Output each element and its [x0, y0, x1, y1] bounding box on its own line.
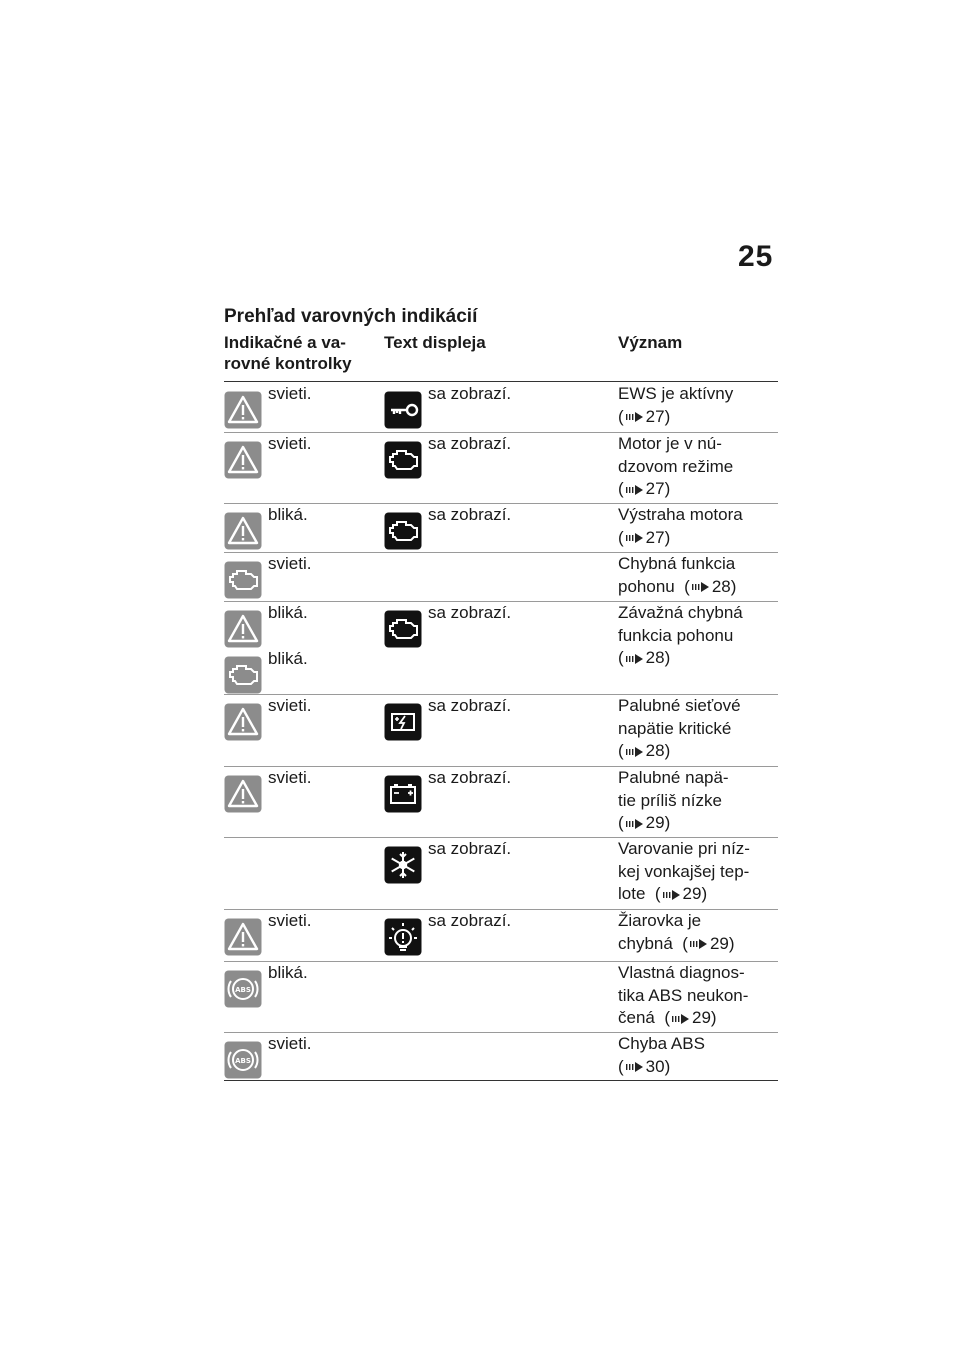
- meaning-line: [618, 790, 729, 813]
- page-ref[interactable]: 27): [645, 406, 671, 426]
- meaning-cell: [618, 767, 729, 835]
- meaning-ref-line: ( 27): [618, 406, 671, 426]
- meaning-line: lote ( 29): [618, 884, 708, 903]
- meaning-cell: [618, 433, 733, 501]
- page-ref[interactable]: 28): [711, 576, 737, 596]
- meaning-text: funkcia pohonu: [618, 625, 734, 645]
- meaning-line: [618, 838, 750, 861]
- key-icon: [384, 391, 422, 429]
- meaning-line: [618, 985, 748, 1008]
- meaning-text: čená: [618, 1008, 655, 1027]
- engine-icon: [384, 610, 422, 648]
- meaning-line: pohonu ( 28): [618, 576, 737, 596]
- warning-triangle-icon: [224, 441, 262, 479]
- lamp-state: bliká.: [268, 649, 308, 668]
- display-text: sa zobrazí.: [428, 384, 512, 403]
- page-ref-arrow-icon: [624, 653, 646, 665]
- meaning-cell: [618, 602, 743, 670]
- bulb-icon: [384, 918, 422, 956]
- meaning-ref-line: ( 27): [618, 479, 671, 498]
- meaning-cell: [618, 838, 750, 906]
- meaning-ref-line: ( 30): [618, 1056, 671, 1076]
- page-ref-arrow-icon: [624, 1061, 646, 1073]
- meaning-text: tie príliš nízke: [618, 790, 722, 810]
- page-ref[interactable]: 28): [645, 648, 671, 667]
- page-ref[interactable]: 27): [645, 479, 671, 498]
- meaning-line: [618, 504, 743, 527]
- svg-text:ABS: ABS: [235, 1057, 251, 1065]
- page-ref[interactable]: 27): [645, 527, 671, 547]
- page-ref[interactable]: 28): [645, 741, 671, 760]
- meaning-line: [618, 602, 743, 625]
- meaning-ref-line: ( 29): [618, 813, 671, 832]
- meaning-line: [618, 433, 733, 456]
- meaning-text: kej vonkajšej tep-: [618, 861, 750, 881]
- meaning-text: Motor je v nú-: [618, 434, 722, 453]
- lamp-state: svieti.: [268, 384, 312, 403]
- page-ref[interactable]: 29): [645, 813, 671, 832]
- meaning-text: dzovom režime: [618, 456, 734, 476]
- header-display: Text displeja: [384, 333, 486, 352]
- meaning-line: [618, 962, 748, 985]
- meaning-text: EWS je aktívny: [618, 384, 734, 403]
- lamp-state: bliká.: [268, 603, 308, 622]
- page-ref-arrow-icon: [670, 1013, 692, 1025]
- warning-triangle-icon: [224, 703, 262, 741]
- meaning-text: chybná: [618, 933, 673, 953]
- section-title: Prehľad varovných indikácií: [224, 306, 478, 327]
- meaning-line: [618, 383, 733, 406]
- display-text: sa zobrazí.: [428, 839, 512, 858]
- header-lamps: [224, 332, 374, 374]
- battery-icon: [384, 775, 422, 813]
- display-text: sa zobrazí.: [428, 696, 512, 715]
- meaning-cell: [618, 383, 733, 428]
- meaning-cell: [618, 504, 743, 549]
- meaning-text: Výstraha motora: [618, 505, 743, 524]
- abs-icon: [224, 970, 262, 1008]
- meaning-text: Chybná funkcia: [618, 554, 736, 573]
- meaning-line: [618, 861, 750, 884]
- warning-triangle-icon: [224, 775, 262, 813]
- lamp-state: svieti.: [268, 768, 312, 787]
- engine-lamp-icon: [224, 656, 262, 694]
- display-text: sa zobrazí.: [428, 768, 512, 787]
- lamp-state: bliká.: [268, 505, 308, 524]
- meaning-ref-line: ( 28): [618, 741, 671, 760]
- page-ref-arrow-icon: [624, 484, 646, 496]
- meaning-text: Žiarovka je: [618, 911, 702, 930]
- meaning-text: Palubné napä-: [618, 768, 729, 787]
- meaning-line: [618, 625, 743, 648]
- lamp-state: svieti.: [268, 911, 312, 930]
- page-ref[interactable]: 29): [691, 1008, 717, 1027]
- page-ref-arrow-icon: [624, 411, 646, 423]
- meaning-cell: [618, 553, 736, 598]
- meaning-line: [618, 456, 733, 479]
- display-text: sa zobrazí.: [428, 505, 512, 524]
- lamp-state: bliká.: [268, 963, 308, 982]
- table-top-rule: [224, 381, 778, 382]
- meaning-cell: [618, 962, 748, 1030]
- meaning-text: lote: [618, 884, 646, 903]
- abs-icon: [224, 1041, 262, 1079]
- page-ref[interactable]: 30): [645, 1056, 671, 1076]
- lamp-state: svieti.: [268, 696, 312, 715]
- meaning-text: pohonu: [618, 576, 675, 596]
- meaning-line: [618, 1033, 705, 1056]
- engine-icon: [384, 512, 422, 550]
- meaning-cell: [618, 1033, 705, 1078]
- header-meaning: Význam: [618, 333, 683, 352]
- engine-icon: [384, 441, 422, 479]
- meaning-ref-line: ( 27): [618, 527, 671, 547]
- meaning-text: Palubné sieťové: [618, 696, 741, 715]
- meaning-text: Varovanie pri níz-: [618, 839, 750, 858]
- row-divider: [224, 1080, 778, 1081]
- header-lamps-line1: Indikačné a va-: [224, 333, 346, 352]
- meaning-line: [618, 718, 741, 741]
- display-text: sa zobrazí.: [428, 603, 512, 622]
- meaning-line: [618, 695, 741, 718]
- display-text: sa zobrazí.: [428, 434, 512, 453]
- meaning-line: [618, 767, 729, 790]
- lamp-state: svieti.: [268, 554, 312, 573]
- warning-triangle-icon: [224, 391, 262, 429]
- page-ref-arrow-icon: [661, 889, 683, 901]
- meaning-line: [618, 910, 735, 933]
- voltage-icon: [384, 703, 422, 741]
- warning-triangle-icon: [224, 610, 262, 648]
- svg-text:ABS: ABS: [235, 986, 251, 994]
- warning-triangle-icon: [224, 512, 262, 550]
- snowflake-icon: [384, 846, 422, 884]
- page-ref[interactable]: 29): [682, 884, 708, 903]
- page-ref-arrow-icon: [624, 532, 646, 544]
- meaning-text: Závažná chybná: [618, 603, 743, 622]
- header-lamps-line2: rovné kontrolky: [224, 354, 352, 373]
- meaning-line: [618, 553, 736, 576]
- meaning-text: napätie kritické: [618, 718, 732, 738]
- page-ref-arrow-icon: [624, 818, 646, 830]
- engine-lamp-icon: [224, 561, 262, 599]
- meaning-line: chybná ( 29): [618, 933, 735, 953]
- warning-triangle-icon: [224, 918, 262, 956]
- meaning-cell: [618, 910, 735, 955]
- meaning-text: Vlastná diagnos-: [618, 963, 745, 982]
- page-ref[interactable]: 29): [709, 933, 735, 953]
- meaning-ref-line: ( 28): [618, 648, 671, 667]
- display-text: sa zobrazí.: [428, 911, 512, 930]
- page-ref-arrow-icon: [690, 581, 712, 593]
- lamp-state: svieti.: [268, 1034, 312, 1053]
- meaning-text: Chyba ABS: [618, 1034, 705, 1053]
- meaning-text: tika ABS neukon-: [618, 985, 749, 1005]
- page-ref-arrow-icon: [688, 938, 710, 950]
- lamp-state: svieti.: [268, 434, 312, 453]
- page-number: 25: [738, 240, 774, 273]
- meaning-cell: [618, 695, 741, 763]
- meaning-line: čená ( 29): [618, 1008, 717, 1027]
- page-ref-arrow-icon: [624, 746, 646, 758]
